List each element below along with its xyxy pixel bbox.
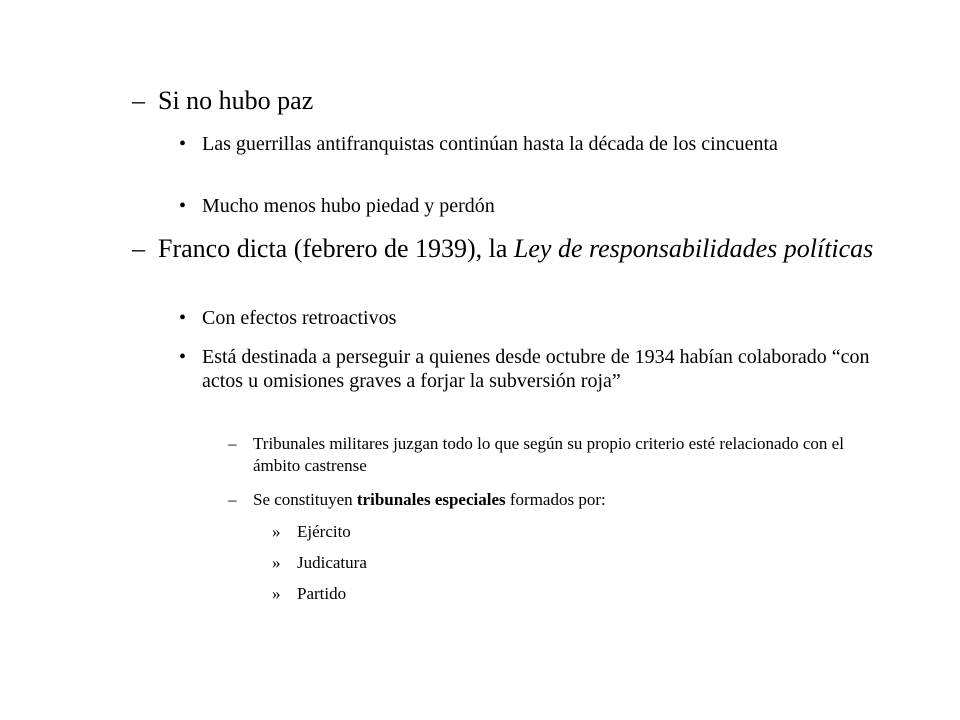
- raquo-marker: »: [272, 553, 281, 572]
- sub-sub-item-text: Ejército: [297, 522, 351, 541]
- outline-item-text: [158, 234, 888, 264]
- sub-sub-item-partido: [272, 583, 697, 605]
- raquo-marker: »: [272, 522, 281, 541]
- text-regular: Se constituyen: [253, 490, 357, 509]
- sub-item-tribunales-especiales: [228, 489, 873, 511]
- outline-item-franco-dicta: [132, 234, 888, 264]
- dash-marker: –: [132, 234, 145, 263]
- bullet-marker: •: [179, 133, 187, 155]
- sub-sub-item-judicatura: [272, 552, 697, 574]
- law-title-italic: Ley de responsabilidades políticas: [513, 234, 874, 263]
- raquo-marker: »: [272, 584, 281, 603]
- sub-item-text: [253, 489, 873, 511]
- bullet-item-retroactivos: [179, 306, 882, 330]
- sub-sub-item-ejercito: [272, 521, 697, 543]
- bullet-item-text: Con efectos retroactivos: [202, 307, 397, 329]
- bullet-marker: •: [179, 195, 187, 217]
- bullet-item-text: Las guerrillas antifranquistas continúan hasta la década de los cincuenta: [202, 133, 778, 155]
- text-bold: tribunales especiales: [356, 490, 506, 509]
- text-regular: Franco dicta (febrero de 1939), la: [158, 234, 514, 263]
- outline-item-si-no-hubo-paz: [132, 86, 888, 116]
- outline-item-text: Si no hubo paz: [158, 86, 314, 115]
- bullet-item-text: Está destinada a perseguir a quienes desde octubre de 1934 habían colaborado “con actos u omisiones graves a forjar la subversión roja”: [202, 346, 870, 392]
- bullet-item-guerrillas: [179, 132, 882, 156]
- dash-marker: –: [228, 490, 237, 509]
- sub-sub-item-text: Judicatura: [297, 553, 367, 572]
- bullet-marker: •: [179, 346, 187, 368]
- bullet-marker: •: [179, 307, 187, 329]
- bullet-item-text: Mucho menos hubo piedad y perdón: [202, 195, 495, 217]
- dash-marker: –: [228, 434, 237, 453]
- bullet-item-piedad: [179, 194, 882, 218]
- bullet-item-perseguir: [179, 345, 882, 393]
- text-regular: formados por:: [505, 490, 606, 509]
- sub-sub-item-text: Partido: [297, 584, 347, 603]
- sub-item-text: Tribunales militares juzgan todo lo que según su propio criterio esté relacionado con el ámbito castrense: [253, 434, 844, 475]
- sub-item-tribunales-militares: [228, 433, 873, 477]
- dash-marker: –: [132, 86, 145, 115]
